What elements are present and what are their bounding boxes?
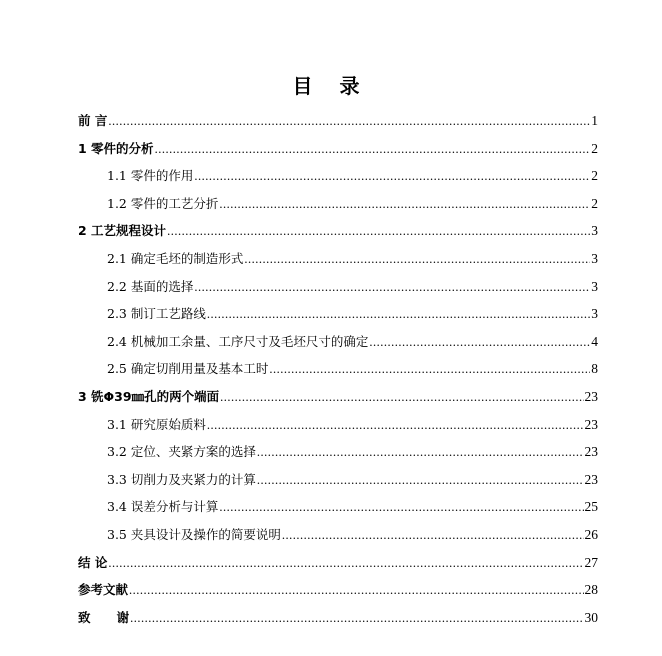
toc-entry-label: 1 零件的分析	[78, 140, 154, 156]
toc-entry-page: 2	[591, 168, 598, 184]
toc-entry-page: 4	[591, 333, 598, 349]
toc-entry-label: 前 言	[78, 113, 108, 128]
dot-leader	[369, 329, 590, 357]
dot-leader	[207, 412, 584, 440]
toc-entry-2-4[interactable]	[78, 328, 598, 356]
toc-entry-label: 3.5 夹具设计及操作的简要说明	[107, 526, 281, 542]
toc-entry-label: 3 铣Φ39㎜孔的两个端面	[78, 388, 220, 404]
dot-leader	[194, 163, 590, 191]
dot-leader	[129, 577, 583, 605]
toc-entry-label: 3.2 定位、夹紧方案的选择	[107, 444, 256, 460]
toc-entry-3-2[interactable]	[78, 438, 598, 466]
toc-entry-page: 27	[584, 554, 598, 570]
toc-entry-page: 23	[584, 416, 598, 432]
toc-entry-2-1[interactable]	[78, 245, 598, 273]
toc-entry-label: 2.3 制订工艺路线	[107, 306, 206, 322]
toc-entry-chapter-2[interactable]	[78, 217, 598, 245]
toc-entry-2-3[interactable]	[78, 300, 598, 328]
dot-leader	[219, 191, 590, 219]
toc-entry-label: 2.1 确定毛坯的制造形式	[107, 250, 244, 266]
dot-leader	[257, 439, 584, 467]
toc-entry-preface[interactable]	[78, 107, 598, 135]
toc-entry-page: 26	[584, 526, 598, 542]
toc-entry-page: 1	[591, 113, 598, 128]
dot-leader	[108, 108, 590, 136]
toc-entry-label: 3.4 误差分析与计算	[107, 499, 219, 515]
toc-entry-chapter-1[interactable]	[78, 135, 598, 163]
toc-entry-2-2[interactable]	[78, 273, 598, 301]
dot-leader	[257, 467, 584, 495]
toc-entry-label: 结 论	[78, 554, 108, 570]
dot-leader	[269, 356, 590, 384]
toc-entry-references[interactable]	[78, 576, 598, 604]
toc-entry-acknowledgements[interactable]	[78, 604, 598, 632]
toc-entry-page: 8	[591, 361, 598, 377]
toc-entry-page: 23	[584, 471, 598, 487]
toc-entry-page: 28	[584, 582, 598, 598]
toc-entry-page: 3	[591, 306, 598, 322]
dot-leader	[167, 218, 590, 246]
toc-entry-conclusion[interactable]	[78, 549, 598, 577]
toc-entry-label: 3.3 切削力及夹紧力的计算	[107, 471, 256, 487]
dot-leader	[155, 136, 591, 164]
table-of-contents	[78, 107, 598, 631]
dot-leader	[130, 605, 583, 633]
toc-entry-label: 1.1 零件的作用	[107, 168, 194, 184]
dot-leader	[207, 301, 590, 329]
toc-entry-1-1[interactable]	[78, 162, 598, 190]
toc-entry-label: 参考文献	[78, 582, 129, 598]
toc-entry-page: 3	[591, 250, 598, 266]
dot-leader	[220, 384, 583, 412]
dot-leader	[244, 246, 590, 274]
toc-entry-label: 3.1 研究原始质料	[107, 416, 206, 432]
dot-leader	[282, 522, 584, 550]
dot-leader	[219, 494, 583, 522]
toc-entry-page: 25	[584, 499, 598, 515]
toc-entry-label: 2.5 确定切削用量及基本工时	[107, 361, 269, 377]
toc-entry-page: 3	[591, 223, 598, 239]
toc-entry-page: 3	[591, 278, 598, 294]
dot-leader	[108, 550, 583, 578]
toc-entry-2-5[interactable]	[78, 355, 598, 383]
toc-entry-chapter-3[interactable]	[78, 383, 598, 411]
dot-leader	[194, 274, 590, 302]
toc-entry-page: 30	[584, 609, 598, 625]
toc-entry-page: 23	[584, 444, 598, 460]
toc-entry-page: 23	[584, 388, 598, 404]
toc-entry-label: 致 谢	[78, 609, 130, 625]
toc-entry-3-5[interactable]	[78, 521, 598, 549]
toc-entry-3-1[interactable]	[78, 411, 598, 439]
toc-entry-label: 2 工艺规程设计	[78, 223, 167, 239]
toc-entry-3-4[interactable]	[78, 493, 598, 521]
toc-entry-label: 2.2 基面的选择	[107, 278, 194, 294]
toc-entry-label: 2.4 机械加工余量、工序尺寸及毛坯尺寸的确定	[107, 333, 369, 349]
toc-entry-page: 2	[591, 140, 598, 156]
toc-entry-3-3[interactable]	[78, 466, 598, 494]
toc-title: 目 录	[292, 74, 370, 98]
toc-entry-label: 1.2 零件的工艺分折	[107, 195, 219, 211]
toc-entry-1-2[interactable]	[78, 190, 598, 218]
toc-entry-page: 2	[591, 195, 598, 211]
